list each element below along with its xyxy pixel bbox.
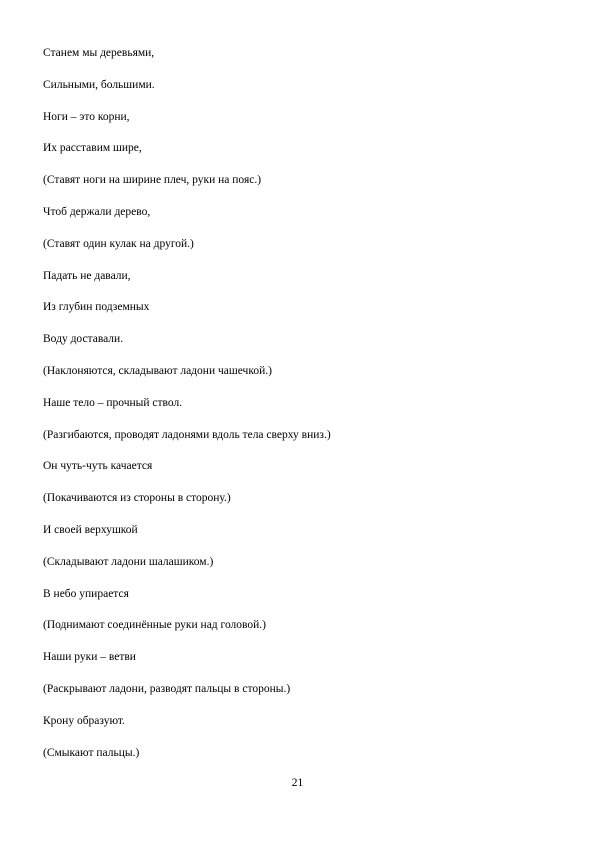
poem-line: И своей верхушкой	[43, 523, 138, 536]
stage-direction: (Раскрывают ладони, разводят пальцы в стороны.)	[43, 682, 291, 695]
poem-line: В небо упирается	[43, 587, 129, 600]
poem-text	[43, 44, 563, 775]
poem-line: Он чуть-чуть качается	[43, 460, 153, 473]
stage-direction: (Разгибаются, проводят ладонями вдоль тела сверху вниз.)	[43, 428, 331, 441]
stage-direction: (Наклоняются, складывают ладони чашечкой.)	[43, 364, 272, 377]
poem-line: Воду доставали.	[43, 333, 124, 346]
stage-direction: (Ставят ноги на ширине плеч, руки на пояс.)	[43, 174, 262, 187]
poem-line: Ноги – это корни,	[43, 110, 130, 123]
poem-line: Наше тело – прочный ствол.	[43, 396, 183, 409]
stage-direction: (Покачиваются из стороны в сторону.)	[43, 492, 231, 505]
poem-line: Станем мы деревьями,	[43, 47, 155, 59]
page-number: 21	[291, 777, 304, 789]
poem-line: Крону образуют.	[43, 714, 125, 727]
stage-direction: (Поднимают соединённые руки над головой.)	[43, 619, 267, 632]
stage-direction: (Смыкают пальцы.)	[43, 746, 140, 759]
poem-line: Наши руки – ветви	[43, 651, 136, 664]
stage-direction: (Ставят один кулак на другой.)	[43, 237, 194, 250]
poem-line: Из глубин подземных	[43, 301, 150, 314]
poem-line: Падать не давали,	[43, 269, 131, 282]
poem-line: Сильными, большими.	[43, 78, 155, 91]
stage-direction: (Складывают ладони шалашиком.)	[43, 555, 214, 568]
poem-line: Их расставим шире,	[43, 142, 142, 155]
poem-line: Чтоб держали дерево,	[43, 205, 151, 218]
